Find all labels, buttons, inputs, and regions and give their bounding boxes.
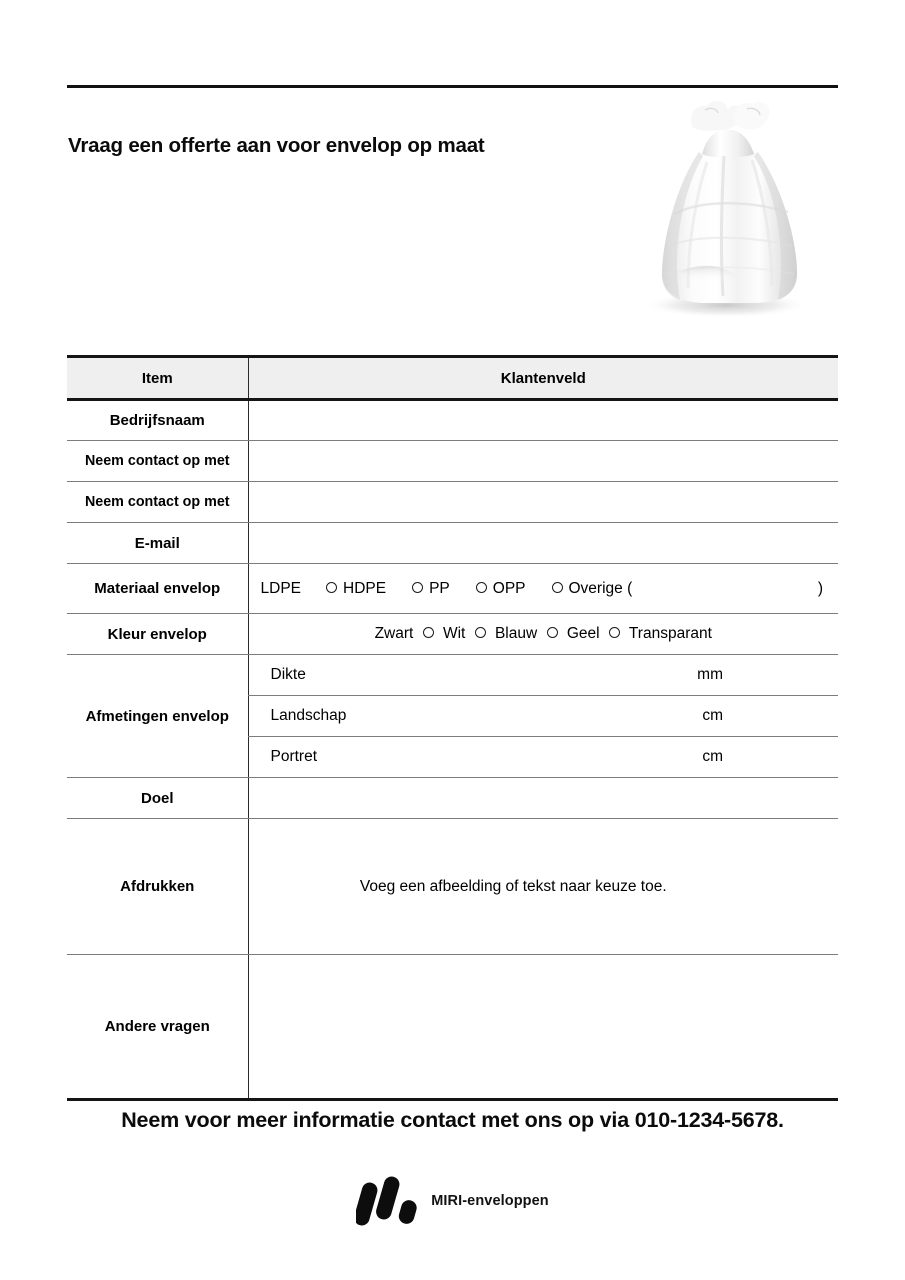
label-bedrijfsnaam: Bedrijfsnaam — [67, 400, 248, 441]
afdrukken-note: Voeg een afbeelding of tekst naar keuze toe. — [359, 877, 667, 895]
radio-icon-opp[interactable] — [476, 582, 487, 593]
radio-icon-transparant[interactable] — [609, 627, 620, 638]
dimension-row-landschap[interactable] — [248, 696, 838, 737]
color-option-blauw-label[interactable]: Blauw — [494, 625, 538, 642]
dimension-unit-portret: cm — [702, 748, 723, 765]
label-email: E-mail — [67, 523, 248, 564]
color-option-geel-label[interactable]: Geel — [566, 625, 600, 642]
label-andere-vragen: Andere vragen — [67, 955, 248, 1100]
color-option-wit-label[interactable]: Wit — [442, 625, 466, 642]
table-header-row — [67, 357, 838, 400]
material-option-ldpe[interactable] — [261, 580, 302, 598]
label-afdrukken: Afdrukken — [67, 819, 248, 955]
table-row-doel — [67, 778, 838, 819]
footer-contact-line: Neem voor meer informatie contact met ons op via 010-1234-5678. — [121, 1108, 784, 1132]
input-contact-1[interactable] — [248, 441, 838, 482]
logo-wordmark: MIRI-enveloppen — [431, 1193, 549, 1209]
brand-logo — [0, 1176, 905, 1226]
table-row-afmetingen-dikte — [67, 655, 838, 696]
top-divider-rule — [67, 85, 838, 88]
material-option-pp-label: PP — [429, 579, 450, 597]
radio-icon-overige[interactable] — [552, 582, 563, 593]
color-option-transparant-label[interactable]: Transparant — [628, 625, 712, 642]
label-materiaal-envelop: Materiaal envelop — [67, 564, 248, 614]
header-klantenveld: Klantenveld — [248, 357, 838, 400]
kleur-options-cell — [248, 614, 838, 655]
header-item: Item — [67, 357, 248, 400]
plastic-bag-image — [606, 96, 846, 324]
input-bedrijfsnaam[interactable] — [248, 400, 838, 441]
radio-icon-blauw[interactable] — [475, 627, 486, 638]
material-option-hdpe-label: HDPE — [343, 579, 387, 597]
material-option-opp-label: OPP — [492, 579, 526, 597]
radio-icon-geel[interactable] — [547, 627, 558, 638]
quote-request-table — [67, 355, 838, 1101]
input-contact-2[interactable] — [248, 482, 838, 523]
color-option-zwart-label[interactable]: Zwart — [374, 625, 414, 642]
page-title: Vraag een offerte aan voor envelop op maat — [68, 134, 485, 157]
dimension-row-portret[interactable] — [248, 737, 838, 778]
radio-icon-pp[interactable] — [412, 582, 423, 593]
label-doel: Doel — [67, 778, 248, 819]
label-contact-2: Neem contact op met — [67, 482, 248, 523]
material-option-overige-label: Overige ( — [568, 579, 633, 597]
table-row-andere-vragen — [67, 955, 838, 1100]
material-option-opp[interactable] — [476, 580, 526, 598]
table-row-contact-1 — [67, 441, 838, 482]
radio-icon-wit[interactable] — [423, 627, 434, 638]
materiaal-options-cell — [248, 564, 838, 614]
material-option-hdpe[interactable] — [326, 580, 386, 598]
dimension-unit-landschap: cm — [702, 707, 723, 724]
dimension-label-portret: Portret — [270, 748, 318, 765]
material-option-pp[interactable] — [412, 580, 450, 598]
dimension-row-dikte[interactable] — [248, 655, 838, 696]
table-row-afdrukken — [67, 819, 838, 955]
miri-m-logo-icon — [356, 1176, 420, 1226]
label-contact-1: Neem contact op met — [67, 441, 248, 482]
table-row-contact-2 — [67, 482, 838, 523]
input-doel[interactable] — [248, 778, 838, 819]
label-afmetingen-envelop: Afmetingen envelop — [67, 655, 248, 778]
material-option-overige[interactable] — [552, 580, 633, 598]
radio-icon-hdpe[interactable] — [326, 582, 337, 593]
material-option-ldpe-label: LDPE — [260, 579, 301, 597]
dimension-label-landschap: Landschap — [270, 707, 347, 724]
dimension-unit-dikte: mm — [697, 666, 723, 683]
input-andere-vragen[interactable] — [248, 955, 838, 1100]
table-row-bedrijfsnaam — [67, 400, 838, 441]
input-email[interactable] — [248, 523, 838, 564]
table-row-materiaal — [67, 564, 838, 614]
label-kleur-envelop: Kleur envelop — [67, 614, 248, 655]
dimension-label-dikte: Dikte — [270, 666, 306, 683]
table-row-kleur — [67, 614, 838, 655]
table-row-email — [67, 523, 838, 564]
material-overige-paren-close: ) — [817, 579, 823, 597]
input-afdrukken[interactable] — [248, 819, 838, 955]
